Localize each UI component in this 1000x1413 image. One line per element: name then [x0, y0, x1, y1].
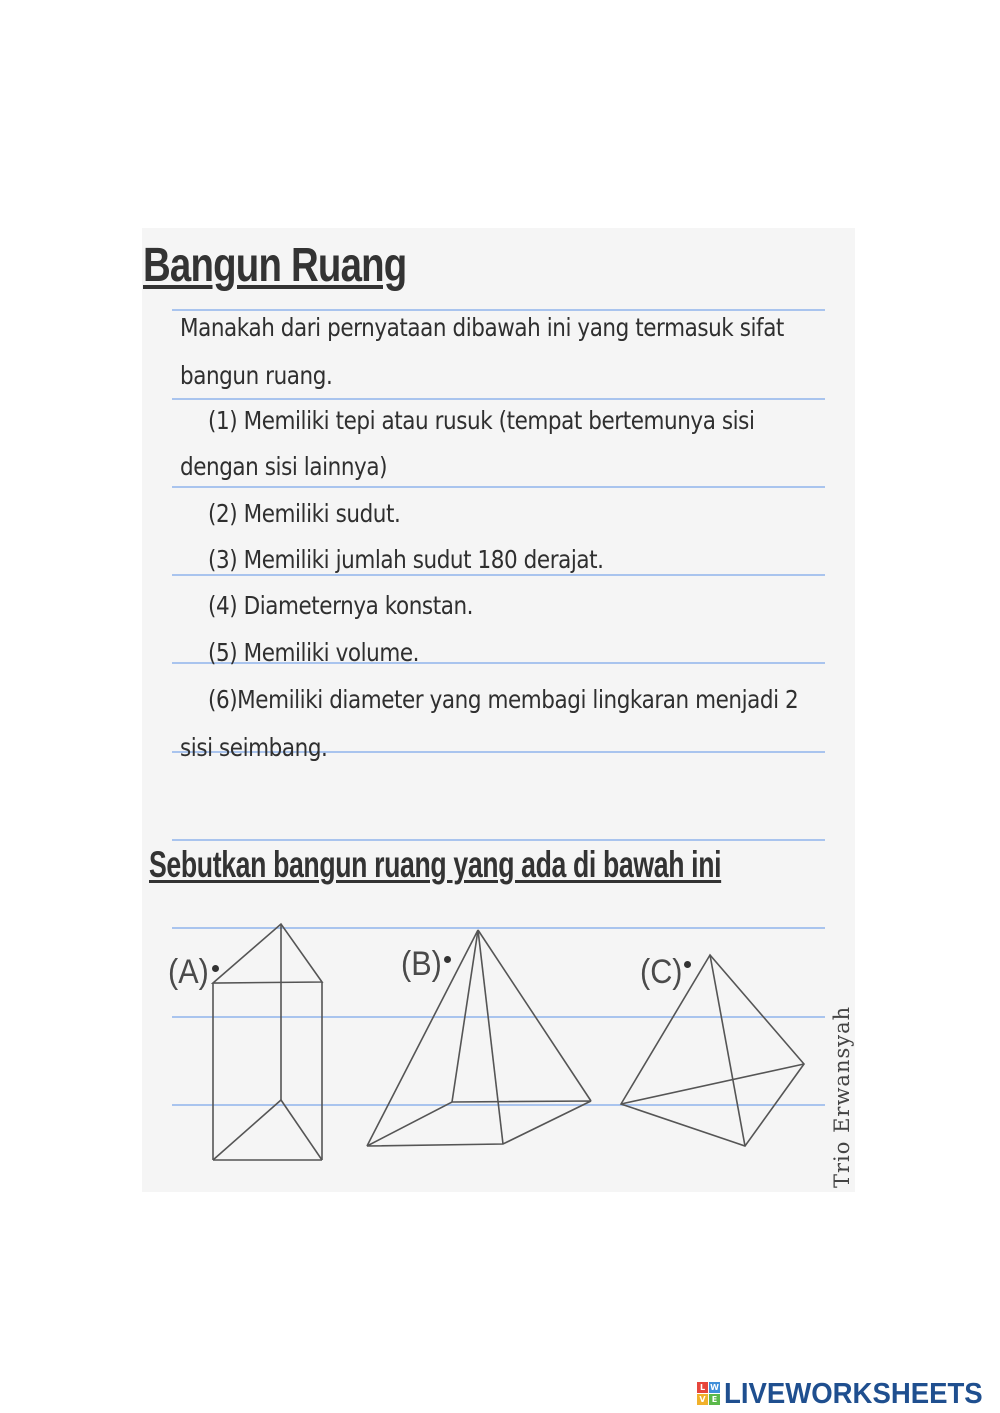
tetrahedron-icon	[621, 955, 804, 1146]
logo-letter: L	[697, 1382, 708, 1393]
shape-label-c: (C)	[640, 953, 683, 991]
question-line: Manakah dari pernyataan dibawah ini yang termasuk sifat	[180, 313, 784, 342]
statement-3: (3) Memiliki jumlah sudut 180 derajat.	[208, 545, 604, 574]
logo-letter: E	[709, 1394, 720, 1405]
statement-2: (2) Memiliki sudut.	[208, 499, 401, 528]
shape-label-b: (B)	[401, 945, 442, 983]
liveworksheets-brand[interactable]	[697, 1376, 997, 1412]
statement-1-cont: dengan sisi lainnya)	[180, 452, 388, 481]
worksheet-title: Bangun Ruang	[143, 239, 407, 292]
square-pyramid-icon	[367, 930, 591, 1146]
section-subtitle: Sebutkan bangun ruang yang ada di bawah ini	[149, 844, 722, 885]
statement-6-cont: sisi seimbang.	[180, 733, 328, 762]
logo-letter: W	[710, 1383, 719, 1392]
shape-label-a: (A)	[168, 953, 209, 991]
liveworksheets-logo-icon	[697, 1382, 721, 1406]
statement-5: (5) Memiliki volume.	[208, 638, 420, 667]
brand-name: LIVEWORKSHEETS	[724, 1378, 983, 1410]
statement-6: (6)Memiliki diameter yang membagi lingkaran menjadi 2	[208, 685, 799, 714]
question-line: bangun ruang.	[180, 361, 333, 390]
author-credit: Trio Erwansyah	[830, 1005, 854, 1188]
logo-letter: V	[697, 1394, 708, 1405]
statement-4: (4) Diameternya konstan.	[208, 591, 474, 620]
statement-1: (1) Memiliki tepi atau rusuk (tempat bertemunya sisi	[208, 406, 755, 435]
triangular-prism-icon	[213, 924, 322, 1160]
